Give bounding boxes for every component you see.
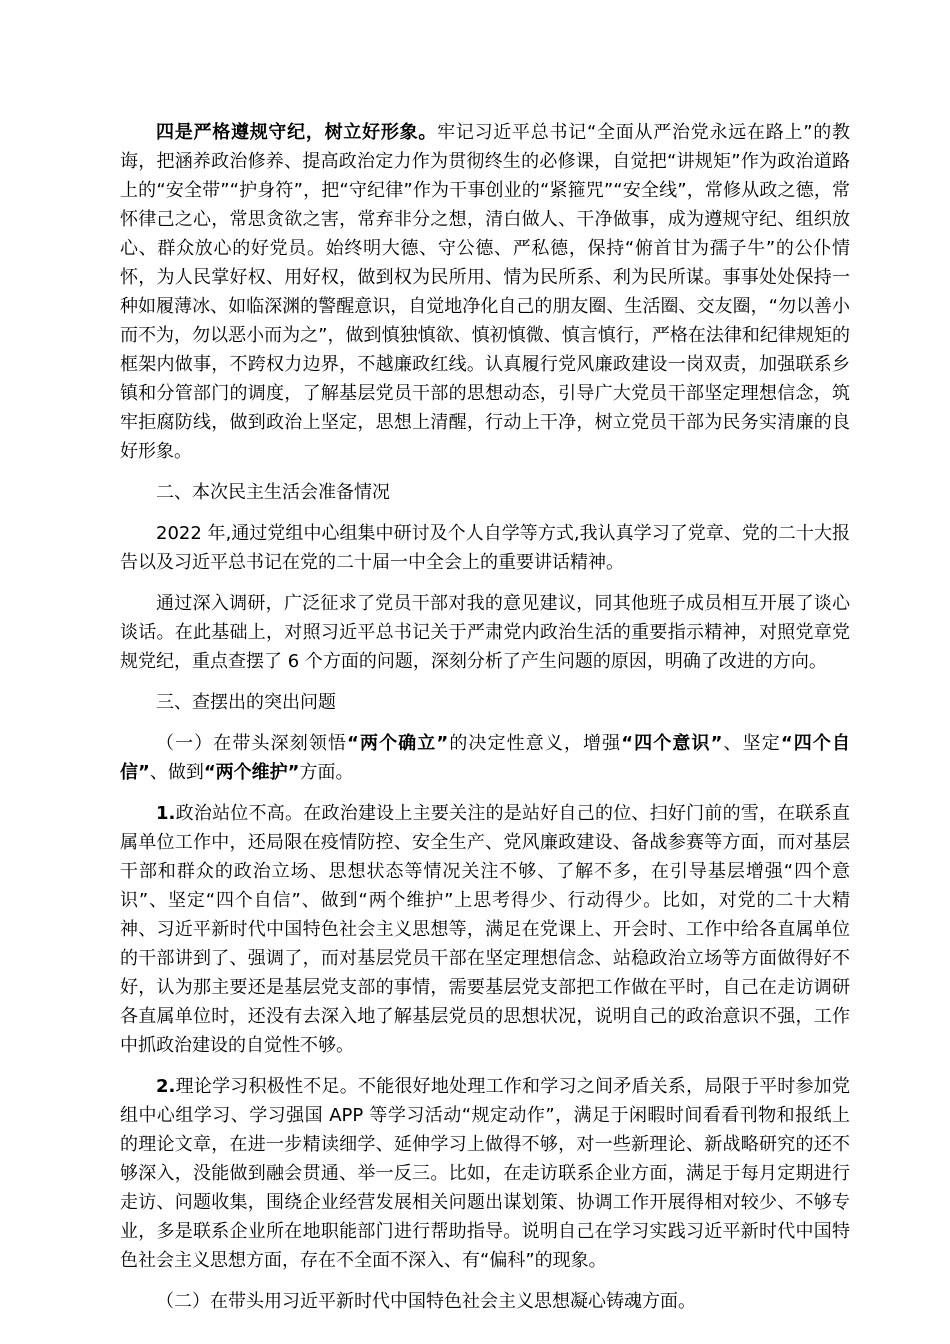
section-heading-problems: 三、查摆出的突出问题 (156, 692, 336, 713)
subsection-quote: “两个维护” (203, 762, 300, 783)
problem-item-1 (120, 799, 850, 1060)
paragraph-research: 通过深入调研，广泛征求了党员干部对我的意见建议，同其他班子成员相互开展了谈心谈话。在此基础上，对照习近平总书记关于严肃党内政治生活的重要指示精神，对照党章党规党纪，重点查摆了 6 个方面的问题，深刻分析了产生问题的原因，明确了改进的方向。 (120, 593, 850, 672)
section-heading-preparation: 二、本次民主生活会准备情况 (156, 482, 390, 503)
paragraph-study: 2022 年,通过党组中心组集中研讨及个人自学等方式,我认真学习了党章、党的二十大报告以及习近平总书记在党的二十届一中全会上的重要讲话精神。 (120, 523, 850, 573)
paragraph-text: 牢记习近平总书记“全面从严治党永远在路上”的教诲，把涵养政治修养、提高政治定力作为贯彻终生的必修课，自觉把“讲规矩”作为政治道路上的“安全带”“护身符”，把“守纪律”作为干事创业的“紧箍咒”“安全线”，常修从政之德，常怀律己之心，常思贪欲之害，常弃非分之想，清白做人、干净做事，成为遵规守纪、组织放心、群众放心的好党员。始终明大德、守公德、严私德，保持“俯首甘为孺子牛”的公仆情怀，为人民掌好权、用好权，做到权为民所用、情为民所系、利为民所谋。事事处处保持一种如履薄冰、如临深渊的警醒意识，自觉地净化自己的朋友圈、生活圈、交友圈，“勿以善小而不为，勿以恶小而为之”，做到慎独慎欲、慎初慎微、慎言慎行，严格在法律和纪律规矩的框架内做事，不跨权力边界，不越廉政红线。认真履行党风廉政建设一岗双责，加强联系乡镇和分管部门的调度，了解基层党员干部的思想动态，引导广大党员干部坚定理想信念，筑牢拒腐防线，做到政治上坚定，思想上清醒，行动上干净，树立党员干部为民务实清廉的良好形象。 (120, 122, 851, 462)
item-number: 1. (156, 803, 176, 824)
problem-item-2 (120, 1072, 850, 1275)
subsection-heading-1 (120, 729, 850, 787)
item-number: 2. (156, 1076, 176, 1097)
subsection-text: 方面。 (299, 762, 354, 783)
document-body (120, 118, 850, 1328)
subsection-heading-2: （二）在带头用习近平新时代中国特色社会主义思想凝心铸魂方面。 (156, 1291, 696, 1312)
item-text: 理论学习积极性不足。不能很好地处理工作和学习之间矛盾关系，局限于平时参加党组中心组学习、学习强国 APP 等学习活动“规定动作”，满足于闲暇时间看看刊物和报纸上的理论文章，在进一步精读细学、延伸学习上做得不够，对一些新理论、新战略研究的还不够深入，没能做到融会贯通、举一反三。比如，在走访联系企业方面，满足于每月定期进行走访、问题收集，围绕企业经营发展相关问题出谋划策、协调工作开展得相对较少、不够专业，多是联系企业所在地职能部门进行帮助指导。说明自己在学习实践习近平新时代中国特色社会主义思想方面，存在不全面不深入、有“偏科”的现象。 (120, 1076, 850, 1271)
subsection-text: 、坚定 (722, 733, 781, 754)
item-text: 政治站位不高。在政治建设上主要关注的是站好自己的位、扫好门前的雪，在联系直属单位工作中，还局限在疫情防控、安全生产、党风廉政建设、备战参赛等方面，而对基层干部和群众的政治立场、思想状态等情况关注不够、了解不多，在引导基层增强“四个意识”、坚定“四个自信”、做到“两个维护”上思考得少、行动得少。比如，对党的二十大精神、习近平新时代中国特色社会主义思想等，满足在党课上、开会时、工作中给各直属单位的干部讲到了、强调了，而对基层党员干部在坚定理想信念、站稳政治立场等方面做得好不好，认为那主要还是基层党支部的事情，需要基层党支部把工作做在平时，自己在走访调研各直属单位时，还没有去深入地了解基层党员的思想状况，说明自己的政治意识不强，工作中抓政治建设的自觉性不够。 (120, 803, 850, 1056)
paragraph-lead: 四是严格遵规守纪，树立好形象。 (156, 122, 438, 143)
subsection-text: （一）在带头深刻领悟 (156, 733, 348, 754)
subsection-quote: “两个确立” (347, 733, 449, 754)
subsection-quote: “四个自信” (120, 733, 850, 783)
paragraph-discipline (120, 118, 850, 466)
subsection-quote: “四个意识” (621, 733, 723, 754)
subsection-text: 、做到 (149, 762, 204, 783)
subsection-text: 的决定性意义，增强 (448, 733, 622, 754)
